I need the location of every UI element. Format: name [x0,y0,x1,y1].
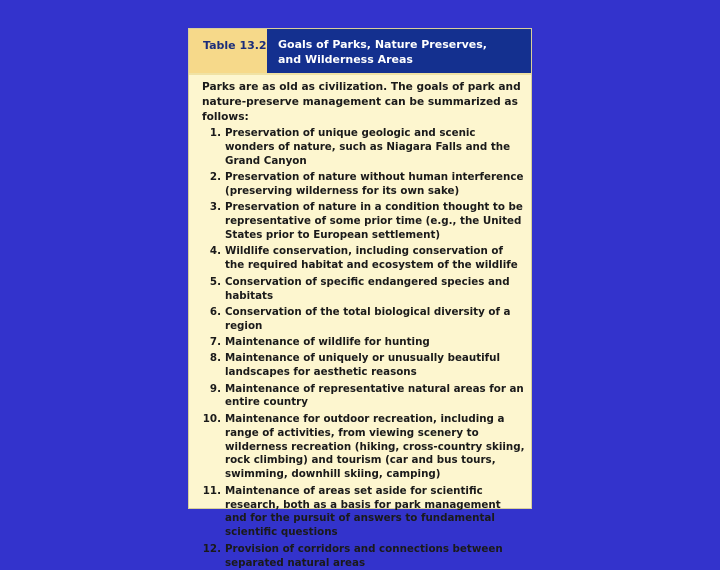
goal-number: 10. [202,412,221,425]
list-item [189,383,531,411]
goal-text: Conservation of the total biological diversity of a region [225,305,511,332]
goal-text: Maintenance of representative natural areas for an entire country [225,382,524,409]
goal-text: Maintenance for outdoor recreation, including a range of activities, from viewing scenery to wilderness recreation (hiking, cross-country skiing, rock climbing) and tourism (car and bus tours, swimming, downhill skiing, camping) [225,412,525,481]
goal-text: Maintenance of areas set aside for scientific research, both as a basis for park management and for the pursuit of answers to fundamental scientific questions [225,484,501,539]
goal-text: Preservation of nature in a condition thought to be representative of some prior time (e.g., the United States prior to European settlement) [225,201,523,242]
goal-number: 5. [209,275,221,288]
goal-text: Conservation of specific endangered species and habitats [225,275,510,302]
list-item [189,127,531,169]
intro-text: Parks are as old as civilization. The goals of park and nature-preserve management can be summarized as follows: [202,81,521,123]
table-header [189,29,531,75]
list-item [189,171,531,199]
list-item [189,543,531,570]
goal-number: 8. [209,352,221,365]
list-item [189,306,531,334]
list-item [189,276,531,304]
goal-number: 11. [202,484,221,497]
goal-list [189,127,531,570]
table-card [188,28,532,569]
goal-number: 7. [209,336,221,349]
goal-text: Preservation of unique geologic and scenic wonders of nature, such as Niagara Falls and the Grand Canyon [225,127,511,167]
goal-number: 9. [209,382,221,395]
goal-number: 6. [209,305,221,318]
goal-number: 12. [202,542,221,555]
goal-text: Wildlife conservation, including conservation of the required habitat and ecosystem of the wildlife [225,245,518,272]
goal-number: 2. [209,171,221,184]
table-title [267,29,531,73]
goal-number: 4. [209,245,221,258]
goal-text: Maintenance of uniquely or unusually beautiful landscapes for aesthetic reasons [225,352,500,379]
list-item [189,336,531,350]
list-item [189,201,531,243]
table-number: Table 13.2 [189,29,267,73]
goal-text: Preservation of nature without human interference (preserving wilderness for its own sake) [225,171,524,198]
goal-number: 3. [209,201,221,214]
list-item [189,485,531,541]
list-item [189,245,531,273]
goal-text: Maintenance of wildlife for hunting [225,336,430,349]
table-title-line-1: Goals of Parks, Nature Preserves, [278,38,487,51]
goal-number: 1. [209,127,221,139]
goal-text: Provision of corridors and connections between separated natural areas [225,542,503,569]
list-item [189,352,531,380]
table-title-line-2: and Wilderness Areas [278,53,413,66]
list-item [189,413,531,483]
